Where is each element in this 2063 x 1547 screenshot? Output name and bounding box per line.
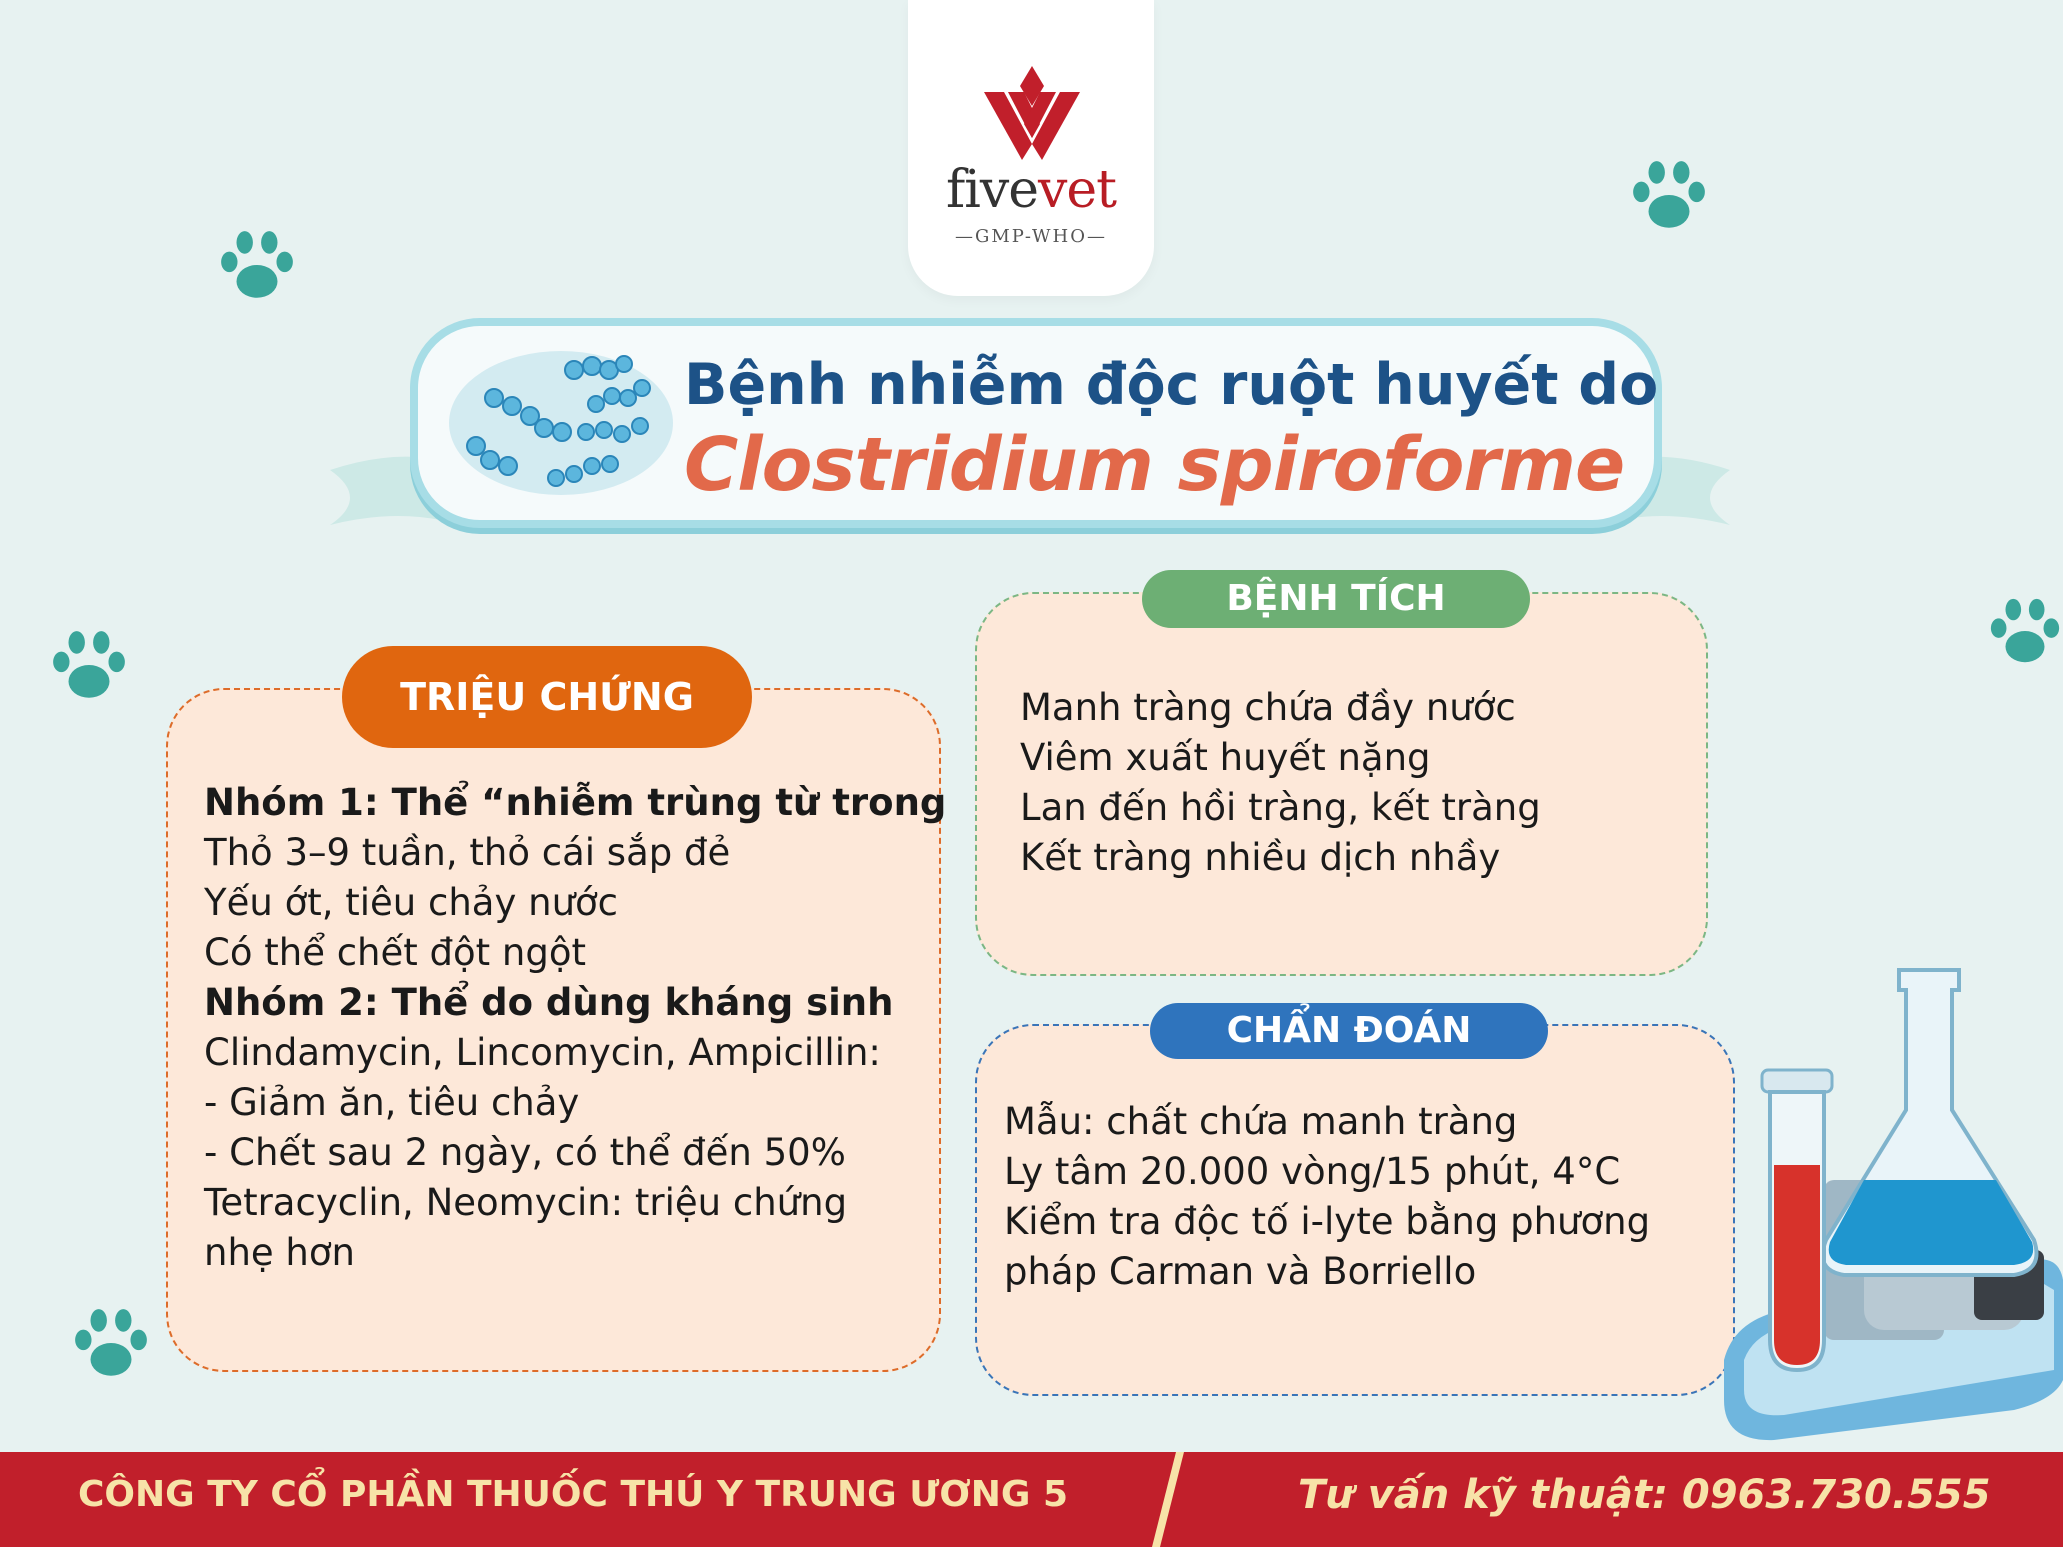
symptom-line: Thỏ 3–9 tuần, thỏ cái sắp đẻ (204, 831, 731, 874)
footer-bar (0, 1452, 2063, 1547)
paw-print-icon (1986, 594, 2063, 670)
paw-print-icon (1628, 158, 1710, 234)
symptom-line: Yếu ớt, tiêu chảy nước (204, 881, 619, 924)
diagnosis-heading: CHẨN ĐOÁN (1150, 1003, 1548, 1059)
diagnosis-line: Mẫu: chất chứa manh tràng (1004, 1100, 1518, 1143)
page-title-line1: Bệnh nhiễm độc ruột huyết do (684, 352, 1659, 418)
symptom-line: Nhóm 2: Thể do dùng kháng sinh (204, 981, 894, 1024)
symptom-line: Có thể chết đột ngột (204, 931, 587, 974)
diagnosis-line: Ly tâm 20.000 vòng/15 phút, 4°C (1004, 1150, 1621, 1193)
company-name: CÔNG TY CỔ PHẦN THUỐC THÚ Y TRUNG ƯƠNG 5 (78, 1474, 1069, 1515)
bacteria-illustration-icon (446, 348, 676, 498)
symptom-line: nhẹ hơn (204, 1231, 355, 1274)
diagnosis-line: pháp Carman và Borriello (1004, 1250, 1477, 1293)
paw-print-icon (216, 228, 298, 304)
symptoms-list (204, 778, 946, 1278)
symptoms-heading: TRIỆU CHỨNG (342, 646, 752, 748)
logo-name-vet: vet (1037, 160, 1117, 220)
logo-wordmark (908, 160, 1154, 220)
lesion-line: Kết tràng nhiều dịch nhầy (1020, 836, 1501, 879)
lesions-list (1020, 683, 1541, 883)
paw-print-icon (70, 1306, 152, 1382)
diagnosis-line: Kiểm tra độc tố i-lyte bằng phương (1004, 1200, 1651, 1243)
lesion-line: Viêm xuất huyết nặng (1020, 736, 1431, 779)
lesions-heading: BỆNH TÍCH (1142, 570, 1530, 628)
fivevet-logo-icon (982, 62, 1082, 162)
lesion-line: Manh tràng chứa đầy nước (1020, 686, 1516, 729)
title-banner (410, 318, 1662, 528)
symptom-line: - Giảm ăn, tiêu chảy (204, 1081, 580, 1124)
diagnosis-list (1004, 1097, 1650, 1297)
technical-hotline: Tư vấn kỹ thuật: 0963.730.555 (1298, 1472, 1991, 1518)
lab-glassware-illustration-icon (1714, 960, 2063, 1450)
lesion-line: Lan đến hồi tràng, kết tràng (1020, 786, 1541, 829)
symptom-line: Clindamycin, Lincomycin, Ampicillin: (204, 1031, 881, 1074)
footer-divider (1148, 1452, 1188, 1547)
logo-tagline: —GMP-WHO— (955, 226, 1107, 247)
page-title-line2: Clostridium spiroforme (684, 422, 1625, 508)
logo-name-five: five (945, 160, 1038, 220)
symptom-line: Nhóm 1: Thể “nhiễm trùng từ trong (204, 781, 947, 824)
logo-card (908, 0, 1154, 296)
symptom-line: - Chết sau 2 ngày, có thể đến 50% (204, 1131, 846, 1174)
symptom-line: Tetracyclin, Neomycin: triệu chứng (204, 1181, 848, 1224)
paw-print-icon (48, 628, 130, 704)
